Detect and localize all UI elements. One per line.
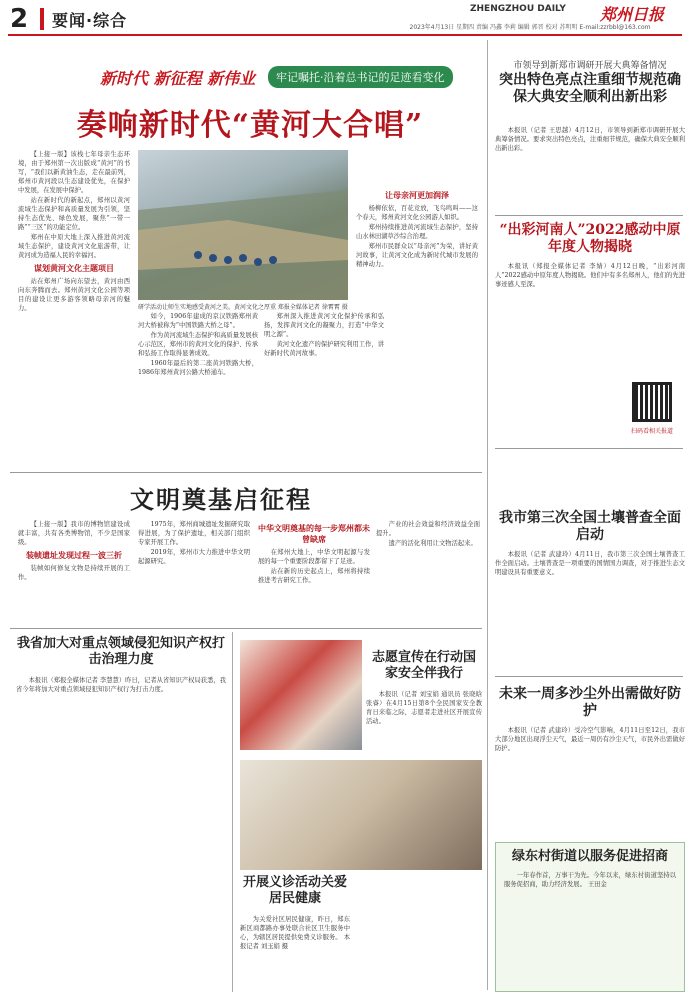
green-box: [495, 842, 685, 992]
section2-headline: 文明奠基启征程: [130, 485, 312, 514]
volunteer-headline: 志愿宣传在行动国家安全伴我行: [371, 650, 476, 681]
section-divider: [495, 215, 683, 216]
volunteer-body: [366, 690, 482, 750]
lead-col-1: [18, 150, 130, 465]
column-divider: [232, 632, 233, 992]
paragraph: 本报讯（郑报全媒体记者 李婧）4月12日晚，“出彩河南人”2022感动中原年度人物揭晓。他们中有多名郑州人，他们的先进事迹感人至深。: [495, 263, 685, 288]
paragraph: 【上接一版】该栈七年母亲生态环境，由于郑州第一次出版成“黄河”的书写，“我们以新黄油生态，走在最前列，郑州市黄河段以生态建设优先，在保护中发展，在发展中保护。: [18, 151, 130, 194]
paragraph: 站在新的历史起点上，郑州将持续推进考古研究工作。: [258, 568, 370, 584]
column-divider: [487, 40, 488, 990]
right-headline-3: 我市第三次全国土壤普查全面启动: [499, 510, 681, 543]
paragraph: 遗产的活化利用让文物活起来。: [388, 540, 477, 547]
paragraph: 站在郑州广场向东望去，黄河由西向东奔腾而去。郑州黄河文化公园等项目的建设让更多游客领略母亲河的魅力。: [18, 278, 130, 312]
section-divider: [495, 448, 683, 449]
paragraph: 黄河文化遗产的保护研究利用工作，讲好新时代黄河故事。: [264, 341, 384, 357]
right-body-4: [495, 726, 685, 836]
page-number: 2: [10, 4, 29, 34]
lead-col-2: [138, 312, 258, 467]
section-divider: [495, 676, 683, 677]
paragraph: 【上接一版】我市的博物馆建设成就丰富，共有各类博物馆，不少是国家级。: [18, 521, 130, 546]
paper-english-name: ZHENGZHOU DAILY: [470, 4, 566, 14]
paragraph: 郑州在中原大地上深入推进黄河流域生态保护，建设黄河文化旅游带，让黄河成为造福人民的幸福河。: [18, 234, 130, 259]
paragraph: 一年春作首，万事干为先。今年以来，绿东村街道坚持以服务促招商，助力经济发展。 王田金: [504, 872, 676, 888]
series-slogan: 新时代 新征程 新伟业: [100, 69, 256, 88]
ip-body: [16, 676, 226, 986]
paragraph: 1975年，郑州商城遗址发掘研究取得进展，为了保护遗址，相关部门组织专家开展工作。: [138, 521, 250, 546]
issue-info: 2023年4月13日 星期四 责编 冯鑫 李莉 编辑 郭晋 校对 苏明明 E-mail:zzrbbl@163.com: [409, 24, 651, 31]
header-accent-bar: [40, 8, 44, 30]
series-tag: 牢记嘱托·沿着总书记的足迹看变化: [268, 66, 453, 88]
section2-col-1: [18, 520, 130, 620]
paper-logo: 郑州日报: [600, 5, 665, 24]
subheading: 谋划黄河文化主题项目: [34, 264, 114, 273]
paragraph: 为关爱社区居民健康，昨日，郑东新区商都路办事处联合社区卫生服务中心，为辖区居民提供免费义诊服务。 本报记者 刘玉娟 摄: [240, 916, 350, 950]
paragraph: 郑州深入推进黄河文化保护传承和弘扬，发挥黄河文化的凝聚力，打造“中华文明之源”。: [264, 313, 384, 338]
clinic-body: [240, 915, 350, 985]
subheading: 让母亲河更加润泽: [385, 191, 449, 200]
right-body-3: [495, 550, 685, 670]
paragraph: 装帧如何修复文物是持续开展的工作。: [18, 565, 130, 581]
lead-headline: 奏响新时代“黄河大合唱”: [76, 108, 424, 143]
subheading: 中华文明奠基的每一步郑州都未曾缺席: [258, 524, 370, 544]
paragraph: 2019年，郑州市大力推进中华文明起源研究。: [138, 549, 250, 565]
paragraph: 本报讯（记者 王思越）4月12日，市领导到新郑市调研开展大典筹备情况。要求突出特色亮点，注重细节规范，确保大典安全顺利出新出彩。: [495, 127, 685, 152]
clinic-headline: 开展义诊活动关爱居民健康: [242, 875, 347, 906]
header-rule: [8, 34, 682, 36]
paragraph: 杨柳依依，百花竞放，飞鸟鸣叫——这个春天，郑州黄河文化公园游人如织。: [356, 205, 478, 221]
section-title: 要闻·综合: [52, 11, 128, 30]
volunteer-photo: [240, 640, 362, 750]
qr-code[interactable]: [632, 382, 672, 422]
paragraph: 本报讯（记者 武建玲）受冷空气影响，4月11日至12日，我市大部分地区出现浮尘天气，最近一周仍有沙尘天气，市民外出需做好防护。: [495, 727, 685, 752]
green-box-body: [496, 865, 684, 975]
paragraph: 如今，1906年建成的京汉铁路郑州黄河大桥被称为“中国铁路大桥之母”。: [138, 313, 258, 329]
paragraph: 本报讯（郑报全媒体记者 李慧慧）昨日，记者从省知识产权局获悉，我省今年将加大对重点领域侵犯知识产权行为打击力度。: [16, 677, 226, 693]
right-kicker-1: 市领导到新郑市调研开展大典筹备情况: [513, 61, 667, 71]
paragraph: 作为黄河流域生态保护和高质量发展核心示范区，郑州市的黄河文化的保护、传承和弘扬工作取得显著成效。: [138, 332, 258, 357]
section2-col-4: [376, 520, 480, 620]
lead-photo-caption: 研学活动让师生实地感受黄河之美。黄河文化之厚重 郑报全媒体记者 徐霄霄 摄: [138, 304, 348, 311]
paragraph: 郑州持续推进黄河流域生态保护，坚持山水林田湖草沙综合治理。: [356, 224, 478, 240]
clinic-photo: [240, 760, 482, 870]
lead-col-4: [356, 150, 478, 465]
ip-headline: 我省加大对重点领域侵犯知识产权打击治理力度: [16, 636, 225, 667]
paragraph: 本报讯（记者 刘宝娟 通讯员 张晓晗 张睿）在4月15日第8个全民国家安全教育日来临之际，志愿者走进社区开展宣传活动。: [366, 691, 482, 725]
paragraph: 产业的社会效益和经济效益全面提升。: [376, 521, 480, 537]
paragraph: 本报讯（记者 武建玲）4月11日，我市第三次全国土壤普查工作全面启动。土壤普查是一项重要的国情国力调查，对于推进生态文明建设具有重要意义。: [495, 551, 685, 576]
lead-photo: [138, 150, 348, 300]
green-box-headline: 绿东村街道以服务促进招商: [511, 849, 668, 864]
section-divider: [10, 628, 482, 629]
paragraph: 站在新时代的新起点，郑州以黄河流域生态保护和高质量发展为引领，坚持生态优先、绿色发展，聚焦“一带一路”“三区”的功能定位。: [18, 197, 130, 231]
right-headline-4: 未来一周多沙尘外出需做好防护: [499, 686, 681, 719]
right-headline-1: 突出特色亮点注重细节规范确保大典安全顺利出新出彩: [499, 72, 681, 105]
paragraph: 1960年最后的第二座黄河铁路大桥，1986年郑州黄河公路大桥通车。: [138, 360, 258, 376]
right-body-1: [495, 126, 685, 211]
section2-col-2: [138, 520, 250, 620]
section2-col-3: [258, 520, 370, 620]
photo-illustration: [138, 150, 348, 300]
section-divider: [10, 472, 482, 473]
qr-caption: 扫码看相关报道: [630, 428, 673, 435]
subheading: 装帧遗址发现过程一波三折: [26, 551, 122, 560]
paragraph: 在郑州大地上，中华文明起源与发展的每一个重要阶段都留下了足迹。: [258, 549, 370, 565]
right-headline-2: “出彩河南人”2022感动中原年度人物揭晓: [499, 222, 681, 255]
paragraph: 郑州市民群众以“母亲河”为荣，讲好黄河故事，让黄河文化成为新时代城市发展的精神动力。: [356, 243, 478, 268]
